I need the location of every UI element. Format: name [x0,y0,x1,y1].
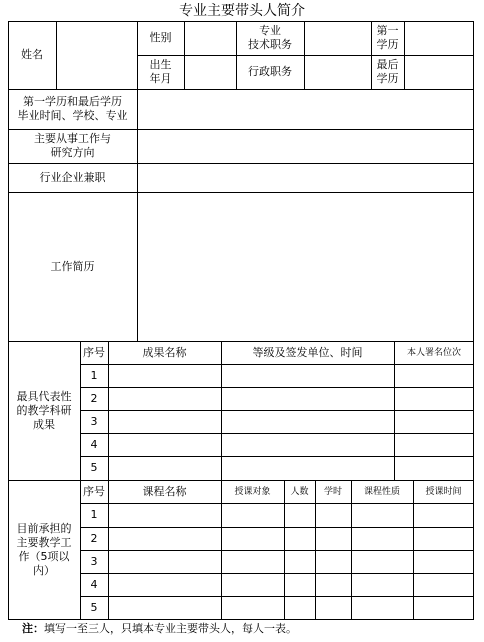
footnote-prefix: 注： [22,622,44,635]
profile-form [8,21,474,620]
teaching-row-number: 5 [90,600,98,614]
rule [80,387,474,388]
footnote [22,622,297,636]
work-direction-label: 主要从事工作与 研究方向 [34,132,111,159]
achievement-row-number: 4 [90,437,98,451]
footnote-text: 填写一至三人，只填本专业主要带头人，每人一表。 [44,622,297,635]
birth-label: 出生 年月 [149,58,172,85]
teaching-row-number: 2 [90,531,98,545]
rule [80,410,474,411]
admin-post-field[interactable] [305,56,370,88]
resume-field[interactable] [138,193,472,340]
teaching-label: 目前承担的 主要教学工 作（5项以 内） [16,521,72,577]
industry-post-field[interactable] [138,164,472,191]
achievements-header-name: 成果名称 [142,345,187,359]
first-degree-label: 第一 学历 [376,24,399,51]
rule [80,456,474,457]
teaching-header-time: 授课时间 [425,486,462,497]
tech-title-field[interactable] [305,22,370,54]
birth-field[interactable] [185,56,235,88]
gender-label: 性别 [149,31,172,44]
rule [80,433,474,434]
name-field[interactable] [57,22,136,88]
teaching-row-number: 3 [90,554,98,568]
grad-info-label: 第一学历和最后学历 毕业时间、学校、专业 [17,95,128,122]
teaching-header-course: 课程名称 [142,484,187,498]
last-degree-field[interactable] [405,56,472,88]
industry-post-label: 行业企业兼职 [39,170,106,184]
teaching-header-count: 人数 [290,486,309,497]
form-title: 专业主要带头人简介 [179,3,305,19]
achievement-row-number: 3 [90,414,98,428]
achievement-row-number: 1 [90,368,98,382]
first-degree-field[interactable] [405,22,472,54]
name-label: 姓名 [21,48,43,61]
achievements-label: 最具代表性 的教学科研 成果 [16,389,72,431]
tech-title-label: 专业 技术职务 [248,24,292,51]
grad-info-field[interactable] [138,90,472,128]
achievements-header-issuer: 等级及签发单位、时间 [252,345,363,359]
achievements-header-no: 序号 [83,345,105,359]
teaching-row-number: 1 [90,508,98,521]
teaching-header-no: 序号 [83,484,105,498]
teaching-header-hours: 学时 [323,486,342,497]
rule [80,503,474,504]
achievements-header-rank: 本人署名位次 [406,347,461,358]
rule [473,21,474,620]
rule [8,619,474,620]
gender-field[interactable] [185,22,235,54]
rule [80,527,474,528]
teaching-header-nature: 课程性质 [363,486,400,497]
rule [80,364,474,365]
achievement-row-number: 2 [90,391,98,405]
work-direction-field[interactable] [138,130,472,162]
rule [80,573,474,574]
teaching-row-number: 4 [90,577,98,591]
rule [80,596,474,597]
teaching-header-audience: 授课对象 [234,486,271,497]
last-degree-label: 最后 学历 [376,58,399,85]
resume-label: 工作简历 [50,259,95,273]
rule [80,550,474,551]
achievement-row-number: 5 [90,461,98,474]
admin-post-label: 行政职务 [248,65,292,78]
